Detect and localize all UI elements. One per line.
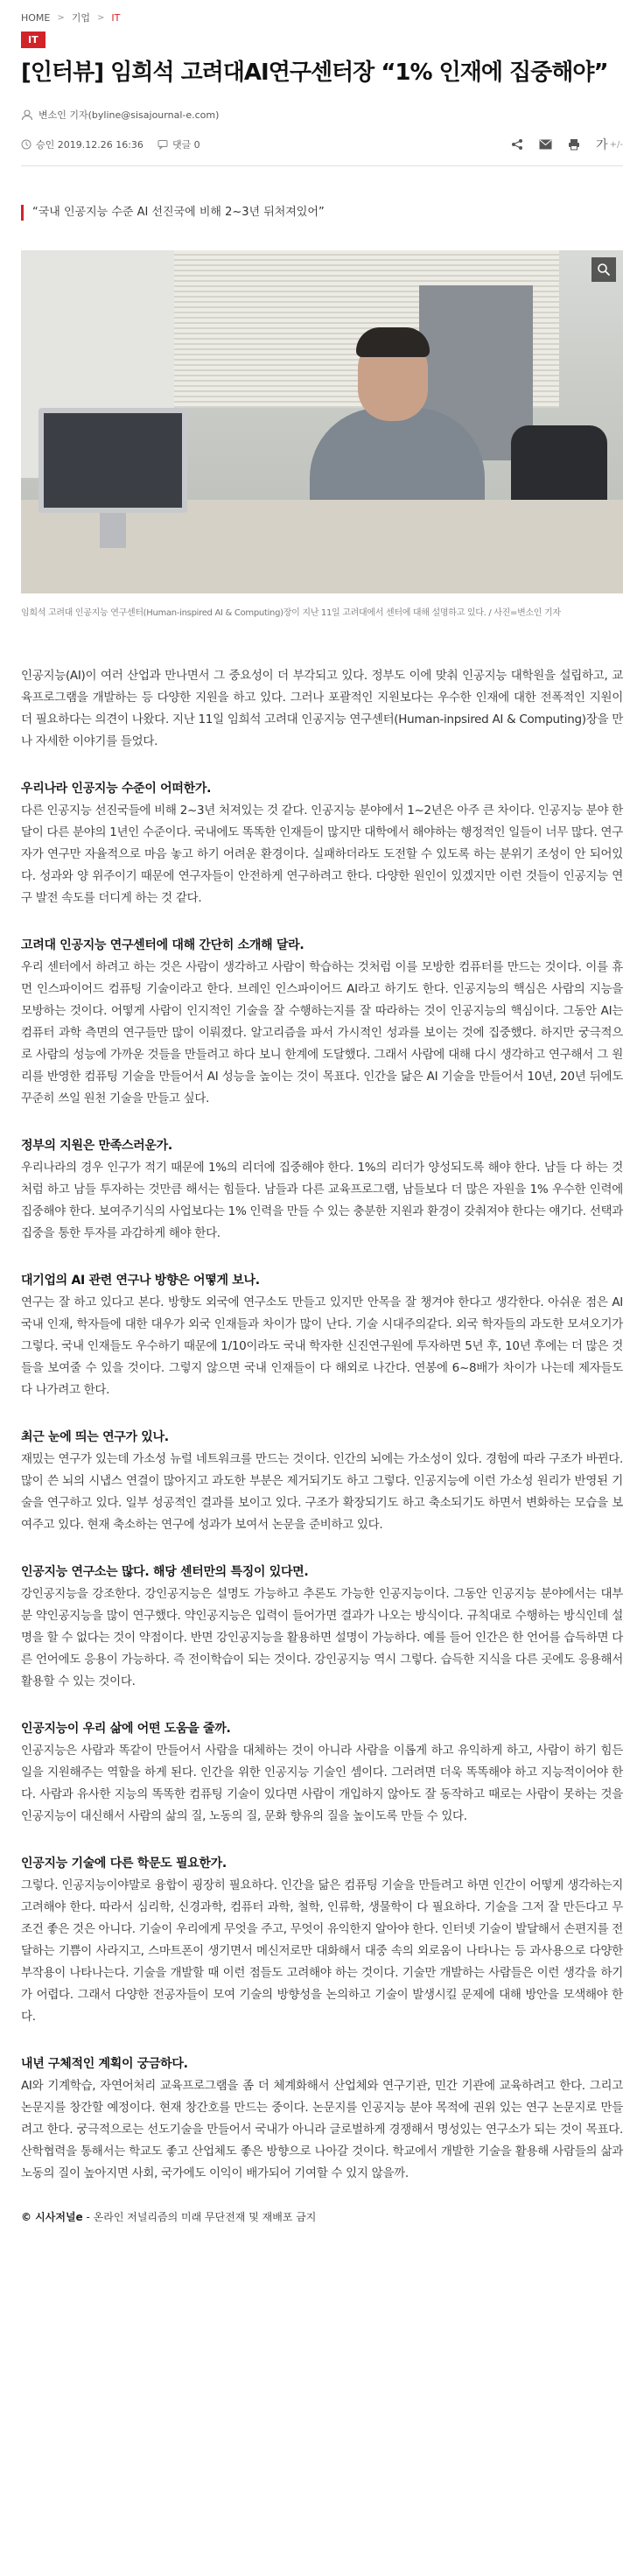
- interview-question: 정부의 지원은 만족스러운가.: [21, 1139, 172, 1153]
- chevron-right-icon: >: [97, 12, 105, 23]
- print-icon: [568, 138, 580, 151]
- qa-block: [21, 1717, 623, 1828]
- interview-answer: 인공지능은 사람과 똑같이 만들어서 사람을 대체하는 것이 아니라 사람을 이롭게 하고 유익하게 하고, 사람이 하기 힘든 일을 지원해주는 역할을 하게 된다. 인간을 위한 인공지능 기술인 셈이다. 그러려면 더욱 똑똑해야 하고 지능적이어야 한다. 사람과 유사한 지능의 똑똑한 컴퓨팅 기술이 있다면 사람이 개입하지 않아도 잘 동작하고 때로는 사람이 못하는 것을 인공지능이 대신해서 사람의 삶의 질, 노동의 질, 문화 향유의 질을 높이도록 만들 수 있다.: [21, 1744, 623, 1823]
- article-subtitle: “국내 인공지능 수준 AI 선진국에 비해 2~3년 뒤처져있어”: [21, 205, 623, 221]
- comment-icon: [158, 139, 168, 150]
- copyright-notice: [21, 2209, 623, 2250]
- byline: [21, 108, 623, 122]
- interview-answer: 다른 인공지능 선진국들에 비해 2~3년 처져있는 것 같다. 인공지능 분야에서 1~2년은 아주 큰 차이다. 인공지능 분야 한 달이 다른 분야의 1년인 수준이다. 국내에도 똑똑한 인재들이 많지만 대학에서 해야하는 행정적인 일들이 너무 많다. 연구자가 연구만 자율적으로 마음 놓고 하기 어려운 환경이다. 실패하더라도 도전할 수 있도록 하는 분위기 조성이 안 되어있다. 성과와 양 위주이기 때문에 연구자들이 안전하게 연구하려고 한다. 다양한 원인이 있겠지만 이런 것들이 인공지능 연구 발전 속도를 더디게 하는 것 같다.: [21, 804, 623, 905]
- print-button[interactable]: [568, 138, 580, 151]
- zoom-button[interactable]: [592, 257, 616, 282]
- chevron-right-icon: >: [57, 12, 65, 23]
- qa-block: [21, 1134, 623, 1245]
- breadcrumb: [21, 0, 623, 30]
- publish-date: 승인 2019.12.26 16:36: [21, 137, 144, 151]
- breadcrumb-home[interactable]: HOME: [21, 11, 51, 24]
- page-title: [인터뷰] 임희석 고려대AI연구센터장 “1% 인재에 집중해야”: [21, 60, 608, 86]
- photo-caption: 임희석 고려대 인공지능 연구센터(Human-inspired AI & Computing)장이 지난 11일 고려대에서 센터에 대해 설명하고 있다. / 사진=변소인 기자: [21, 608, 561, 618]
- email-button[interactable]: [539, 139, 552, 150]
- font-size-toggle: +/-: [609, 139, 623, 150]
- interview-answer: 우리 센터에서 하려고 하는 것은 사람이 생각하고 사람이 학습하는 것처럼 이를 모방한 컴퓨터를 만드는 것이다. 이를 휴먼 인스파이어드 컴퓨팅 기술이라고 한다. 브레인 인스파이어드 AI라고 하기도 한다. 인공지능의 핵심은 사람의 지능을 모방하는 것이다. 어떻게 사람이 인지적인 기술을 잘 수행하는지를 잘 따라하는 것이 인공지능의 핵심이다. 그동안 AI는 컴퓨터 과학 측면의 연구들만 많이 이뤄졌다. 알고리즘을 파서 가시적인 성과를 보이는 것에 집중했다. 하지만 궁극적으로 사람의 성능에 가까운 것들을 만들려고 하다 보니 한계에 도달했다. 그래서 사람에 대해 다시 생각하고 연구해서 그 원리를 반영한 컴퓨팅 기술을 만들어서 AI 성능을 높이는 것이 목표다. 인간을 닮은 AI 기술을 만들어서 10년, 20년 뒤에도 꾸준히 쓰일 원천 기술을 만들고 싶다.: [21, 960, 623, 1106]
- font-size-label: 가: [596, 138, 608, 152]
- interview-question: 내년 구체적인 계획이 궁금하다.: [21, 2057, 188, 2071]
- qa-block: [21, 1426, 623, 1536]
- qa-block: [21, 1269, 623, 1401]
- interview-answer: 그렇다. 인공지능이야말로 융합이 굉장히 필요하다. 인간을 닮은 컴퓨팅 기술을 만들려고 하면 인간이 어떻게 생각하는지 고려해야 한다. 따라서 심리학, 신경과학, 컴퓨터 과학, 철학, 인류학, 생물학이 다 필요하다. 기술을 그저 잘 만든다고 무조건 좋은 것은 아니다. 기술이 우리에게 무엇을 주고, 무엇이 유익한지 알아야 한다. 인터넷 기술이 발달해서 손편지를 전달하는 기쁨이 사라지고, 스마트폰이 생기면서 메신저로만 대화해서 대중 속의 외로움이 나타나는 등 과사용으로 다양한 부작용이 나타나는다. 기술을 개발할 때 이런 점들도 고려해야 하는 것이다. 기술만 개발하는 사람들은 이런 생각을 하기가 어렵다. 그래서 다양한 전공자들이 모여 기술의 방향성을 논의하고 기술이 발생시킬 문제에 대해 방안을 모색해야 한다.: [21, 1878, 623, 2024]
- font-size-button[interactable]: [596, 136, 623, 153]
- article-paragraph: 인공지능(AI)이 여러 산업과 만나면서 그 중요성이 더 부각되고 있다. 정부도 이에 맞춰 인공지능 대학원을 설립하고, 교육프로그램을 개발하는 등 다양한 지원을 하고 있다. 그러나 포괄적인 지원보다는 우수한 인재에 대한 전폭적인 지원이 더 필요하다는 의견이 나왔다. 지난 11일 임희석 고려대 인공지능 연구센터(Human-inpsired AI & Computing)장을 만나 자세한 이야기를 들었다.: [21, 669, 623, 748]
- interview-question: 고려대 인공지능 연구센터에 대해 간단히 소개해 달라.: [21, 938, 304, 952]
- interview-question: 인공지능 기술에 다른 학문도 필요한가.: [21, 1857, 227, 1871]
- copyright-brand: © 시사저널e: [21, 2211, 83, 2223]
- mail-icon: [539, 139, 552, 150]
- interview-question: 인공지능이 우리 삶에 어떤 도움을 줄까.: [21, 1722, 231, 1736]
- user-icon: [21, 109, 33, 121]
- qa-block: [21, 1852, 623, 2028]
- qa-block: [21, 777, 623, 909]
- interview-question: 우리나라 인공지능 수준이 어떠한가.: [21, 782, 212, 796]
- qa-block: [21, 2053, 623, 2185]
- clock-icon: [21, 139, 32, 150]
- computer-monitor: [38, 408, 187, 513]
- interview-answer: 재밌는 연구가 있는데 가소성 뉴럴 네트워크를 만드는 것이다. 인간의 뇌에는 가소성이 있다. 경험에 따라 구조가 바뀐다. 많이 쓴 뇌의 시냅스 연결이 많아지고 과도한 부분은 제거되기도 하고 그렇다. 인공지능에 이런 가소성 원리가 반영된 기술을 연구하고 있다. 일부 성공적인 결과를 보이고 있다. 구조가 확장되기도 하고 축소되기도 하면서 변화하는 모습을 보여주고 있다. 현재 축소하는 연구에 성과가 보여서 논문을 준비하고 있다.: [21, 1452, 623, 1532]
- reporter-name[interactable]: 변소인 기자(byline@sisajournal-e.com): [38, 109, 220, 121]
- share-button[interactable]: [511, 138, 523, 151]
- magnifier-icon: [597, 263, 611, 277]
- article-photo[interactable]: [21, 250, 623, 593]
- interview-answer: 강인공지능을 강조한다. 강인공지능은 설명도 가능하고 추론도 가능한 인공지능이다. 그동안 인공지능 분야에서는 대부분 약인공지능을 많이 연구했다. 약인공지능은 입력이 들어가면 결과가 나오는 방식이다. 규칙대로 수행하는 방식인데 설명을 할 수 없다는 것이 약점이다. 반면 강인공지능을 활용하면 설명이 가능하다. 예를 들어 인간은 한 언어를 습득하면 다른 언어에도 응용이 가능하다. 즉 전이학습이 되는 것이다. 강인공지능 역시 그렇다. 습득한 지식을 다른 곳에도 응용해서 활용할 수 있는 것이다.: [21, 1587, 623, 1688]
- copyright-text: - 온라인 저널리즘의 미래 무단전재 및 재배포 금지: [82, 2211, 317, 2223]
- breadcrumb-section[interactable]: 기업: [71, 12, 91, 24]
- qa-block: [21, 1561, 623, 1693]
- share-icon: [511, 138, 523, 151]
- interview-answer: 연구는 잘 하고 있다고 본다. 방향도 외국에 연구소도 만들고 있지만 안목을 잘 챙겨야 한다고 생각한다. 아쉬운 점은 AI 국내 인재, 학자들에 대한 대우가 외국 인재들과 차이가 많이 난다. 기술 시대주의같다. 외국 학자들의 과도한 모셔오기가 그렇다. 국내 인재들도 우수하기 때문에 1/10이라도 국내 학자한 신진연구원에 투자하면 5년 후, 10년 후에는 더 많은 것들을 보여줄 수 있을 것이다. 그렇지 않으면 국내 인재들이 다 해외로 나간다. 연봉에 6~8배가 차이가 나는데 제자들도 다 나가려고 한다.: [21, 1295, 623, 1397]
- interview-answer: 우리나라의 경우 인구가 적기 때문에 1%의 리더에 집중해야 한다. 1%의 리더가 양성되도록 해야 한다. 남들 다 하는 것처럼 하고 남들 투자하는 것만큼 해서는 힘들다. 남들과 다른 교육프로그램, 남들보다 더 많은 자원을 1% 우수한 인력에 집중해야 한다. 보여주기식의 사업보다는 1% 인력을 만들 수 있는 충분한 지원과 환경이 갖춰져야 한다는 얘기다. 선택과 집중을 통한 투자를 과감하게 해야 한다.: [21, 1161, 623, 1240]
- comment-count[interactable]: 댓글 0: [158, 137, 200, 151]
- breadcrumb-current[interactable]: IT: [111, 11, 121, 24]
- article-body: [21, 665, 623, 2185]
- interview-question: 인공지능 연구소는 많다. 해당 센터만의 특징이 있다면.: [21, 1565, 309, 1579]
- section-badge[interactable]: IT: [21, 32, 46, 48]
- interview-question: 최근 눈에 띄는 연구가 있나.: [21, 1430, 169, 1444]
- qa-block: [21, 934, 623, 1110]
- interview-answer: AI와 기계학습, 자연어처리 교육프로그램을 좀 더 체계화해서 산업체와 연구기관, 민간 기관에 교육하려고 한다. 그리고 논문지를 창간할 예정이다. 현재 창간호를 만드는 중이다. 논문지를 인공지능 분야 목적에 권위 있는 연구 논문지로 만들려고 한다. 궁극적으로는 선도기술을 만들어서 국내가 아니라 글로벌하게 경쟁해서 명성있는 연구소가 되는 것이 목표다. 산학협력을 통해서는 학교도 좋고 산업체도 좋은 방향으로 나아갈 것이다. 학교에서 개발한 기술을 활용해 사람들의 삶과 노동의 질이 높아지면 사회, 국가에도 이익이 배가되어 기여할 수 있지 않을까.: [21, 2079, 623, 2180]
- interview-question: 대기업의 AI 관련 연구나 방향은 어떻게 보나.: [21, 1274, 260, 1288]
- article-meta-bar: [21, 136, 623, 166]
